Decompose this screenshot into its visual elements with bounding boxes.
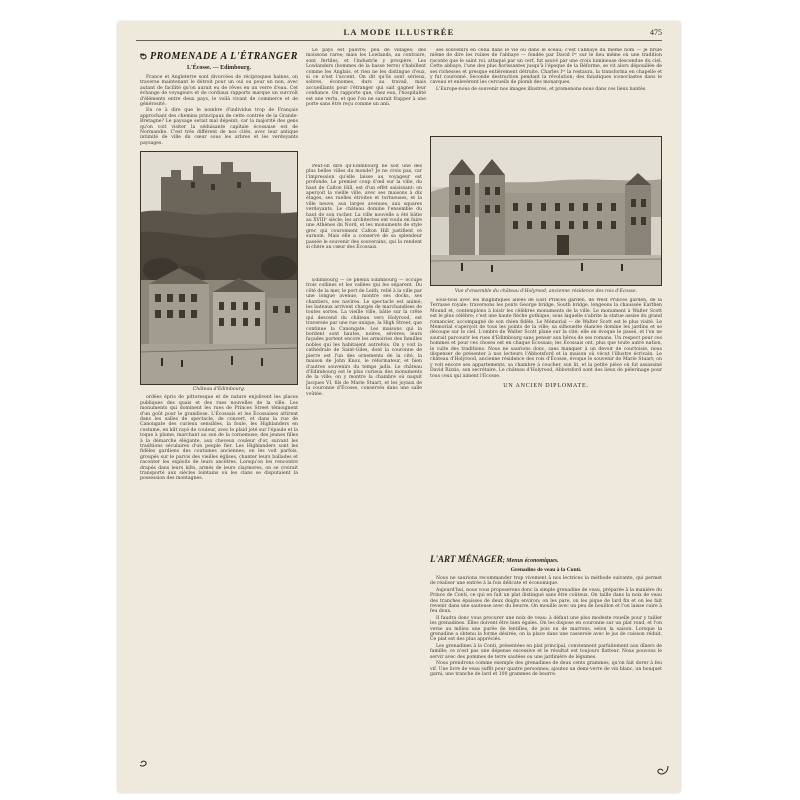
paragraph: Les grenadines à la Conti, présentées en plat principal, conviennent parfaitement aux dîners de famille; ce n'est pas une dépense excessive et le résultat est toujours flatteur. Nous pouvons le servir avec des pommes de terre sautées ou une jardinière de légumes. bbox=[430, 643, 662, 660]
article-col1-continued bbox=[140, 395, 298, 482]
article-title: PROMENADE A L'ÉTRANGER bbox=[150, 51, 298, 62]
newspaper-page bbox=[118, 22, 680, 792]
running-head: LA MODE ILLUSTRÉE bbox=[343, 27, 455, 37]
header-rule bbox=[136, 40, 662, 41]
recipe-title-tail: ; Menus économiques. bbox=[502, 558, 559, 564]
holyrood-illustration bbox=[431, 137, 662, 286]
paragraph: L'Europe-nous de souvenir nos images illustres, et promenons-nous dans ces lieux hantés. bbox=[436, 86, 647, 92]
paragraph: France et Angleterre sont divorcées de réciproques haines, on traverse maintenant le détroit pour un oui ou pour un non, avec autant de facilité qu'on aurait eu de rêves en un verre d'eau. Cet échange de voyageurs et de cordiaux rapports marque un surcroît d'éléments entre deux pays, le voilà vivant de commerce et de générosité. bbox=[140, 75, 298, 108]
column-right-middle bbox=[430, 298, 662, 548]
holyrood-palace-photo bbox=[430, 136, 662, 286]
scroll-ornament-icon bbox=[140, 756, 148, 770]
paragraph: ordées épris de pittoresque et de nature enjolivent les places publiques des quais et des rues nouvelles de la ville. Les monuments qui dominent les rues de Princes Street témoignent d'un goût pour le grandiose. L'Écossais et les Écossaises attirent dans les salles de spectacle, de concert, et dans la rue de Canongate des curieux sensibles, la foule, les Highlanders en costume, en kilt rayé de couleur, avec le plaid jeté sur l'épaule et la toque à plume, marchant au son de la cornemuse; des jeunes filles à la démarche élégante, aux cheveux couleur d'or, suivant les traditions séculaires d'un peuple fier. Les Highlanders sont les fidèles gardiens des coutumes anciennes; on les voit parfois, groupés sur le parvis des vieilles églises, chanter leurs ballades et raconter les exploits de leurs ancêtres. Lorsqu'on les rencontre drapés dans leurs kilts, armés de leurs claymores, on se croirait transporté aux siècles lointains où les clans se disputaient la possession des montagnes. bbox=[140, 395, 298, 482]
paragraph: ses souvenirs en celui dans le vie ou dans le sceau; c'est l'abbaye du même nom — je brûle même de dire les ruines de l'abbaye — fondée par David Iᵉʳ sur le lieu même où une tradition raconte que le saint roi, attaqué par un cerf, fut sauvé par une croix lumineuse descendue du ciel. Cette abbaye, l'une des plus florissantes jusqu'à l'époque de la Réforme, se vit alors dépouillée de ses richesses et presque entièrement détruite. Charles Iᵉʳ la restaura, la transforma en chapelle et y fut couronné. Seconde destruction pendant la révolution; des fanatiques iconoclastes dans le caveau et enlevèrent les cercueils de plomb des monarques. bbox=[430, 48, 662, 86]
holyrood-photo-caption: Vue d'ensemble du château d'Holyrood, ancienne résidence des rois d'Écosse. bbox=[454, 289, 638, 294]
recipe-section-title bbox=[430, 554, 662, 564]
paragraph: En ce à dire que le nombre d'individus trop de Français approchant des chemins principaux de cette contrée de la Grande-Bretagne? Le paysage serait mal dépeint; car la majorité des gens qu'on voit visiter la séduisante capitale écossaise est de Normandie. C'est très différent de nos cités, avec leur antique intimité de ville du cœur sous les arbres et les verdoyants paysages. bbox=[140, 108, 298, 146]
scroll-ornament-icon bbox=[656, 764, 670, 778]
edinburgh-castle-photo bbox=[140, 151, 298, 385]
paragraph: Il faudra donc vous procurer une noix de veau: à défaut une plus modeste rouelle pour y tailler les grenadines. Elles doivent être bien égales. On les dispose en couronne sur un plat rond, et l'on verse au milieu une purée de lentilles, de pois ou de marrons, selon la saison. Lorsque la grenadine a obtenu la forme désirée, on la place dans une casserole avec le jus de cuisson réduit. Ce plat est des plus appréciés. bbox=[430, 615, 662, 643]
scroll-ornament-icon bbox=[140, 50, 148, 64]
paragraph: Aujourd'hui, nous vous proposerons donc la simple grenadine de veau, préparée à la manière du Prince de Conti, ce qui en fait un plat distingué sans être coûteux. On taille dans la noix de veau des tranches épaisses de deux doigts environ; on les pare, on les pique de lard fin et on les fait revenir dans une sauteuse avec du beurre. On mouille avec un peu de bouillon et l'on laisse cuire à feu doux. bbox=[430, 587, 662, 615]
column-middle bbox=[306, 164, 422, 274]
recipe-section bbox=[430, 550, 662, 780]
paragraph: Le pays est pauvre; peu de villages; des moissons rares; mais les Lowlands, au contraire, sont fertiles, et l'industrie y prospère. Les Lowlanders (hommes de la basse terre) s'habillent comme les Anglais, et rien ne les distingue d'eux, si ce n'est l'accent. On dit qu'ils sont sérieux, sobres, économes, durs au travail, mais accueillants pour l'étranger qui sait gagner leur confiance. On rapporte que, chez eux, l'hospitalité est une vertu, et que l'on ne saurait frapper à une porte sans être reçu comme un ami. bbox=[306, 48, 426, 108]
page-number: 475 bbox=[650, 28, 662, 37]
article-intro bbox=[140, 75, 298, 146]
paragraph: Nous prendrons comme exemple des grenadines de deux cents grammes, qu'on fait dorer à feu vif. Une livre de veau suffit pour quatre personnes; ajoutez un demi-verre de vin blanc, un bouquet garni, une tranche de lard et 100 grammes de beurre. bbox=[430, 661, 662, 677]
column-left bbox=[140, 46, 298, 780]
paragraph: Peut-on dire qu'Edimbourg ne soit une des plus belles villes du monde? Je ne crois pas, car l'impression qu'elle laisse au voyageur est profonde. Le premier coup d'œil sur la ville, du haut de Calton Hill, est d'un effet saisissant: on aperçoit la vieille ville, avec ses maisons à dix étages, ses ruelles étroites et tortueuses, et la ville neuve, aux larges avenues, aux squares verdoyants. Le château domine l'ensemble du haut de son rocher. La ville nouvelle a été bâtie au XVIIIᵉ siècle; les architectes ont voulu en faire une Athènes du Nord, et les monuments de style grec qui couronnent Calton Hill justifient ce surnom. Mais elle a conservé de sa splendeur passée le souvenir des souverains, qui la rendent si chère au cœur des Écossais. bbox=[306, 164, 422, 251]
paragraph: Nous ne saurions recommander trop vivement à nos lectrices la méthode suivante, qui permet de réaliser une entrée à la fois délicate et économique. bbox=[430, 576, 662, 587]
article-signature: UN ANCIEN DIPLOMATE. bbox=[503, 383, 589, 390]
castle-illustration bbox=[141, 152, 298, 385]
recipe-title-main: L'ART MÉNAGER bbox=[430, 554, 503, 564]
paragraph: sous-bois avec les magnifiques allées de East Princes garden, de West Princes garden, de la Terrasse royale; traversons les ponts George bridge, South bridge, longeons la chaussée Earthen Mound et, contemplons à loisir les célèbres monuments de la ville. Le monument à Walter Scott est le plus célèbre; c'est une haute flèche gothique, sous laquelle s'abrite la statue assise du grand romancier, accompagné de son chien fidèle. Le Mémorial — de Walter Scott est le plus visité. Le Memorial s'aperçoit de tous les points de la ville; sa silhouette élancée domine les jardins et se découpe sur le ciel. L'ombre de Walter Scott plane sur la cité; elle en évoque le passé, et l'on ne saurait parcourir les rues d'Edimbourg sans penser aux héros de ses romans. Un respect pour ces hommes et pour ces choses est en chaque Écossais; les Écossais ont, plus que toute autre nation, le culte des traditions. Nous ne saurions donc, sans manquer à un devoir de courtoisie, nous dispenser de présenter à nos lecteurs l'Abbotsford et la maison où vécut l'illustre écrivain. Le château d'Holyrood, ancienne résidence des rois d'Écosse, évoque le souvenir de Marie Stuart; on y voit encore ses appartements, sa chambre à coucher, son lit, et la petite pièce où fut assassiné David Rizzio, son secrétaire. Le château d'Holyrood, Abbotsford sont des lieux de pèlerinage pour tous ceux qui aiment l'Écosse. bbox=[430, 298, 662, 379]
column-middle-lower bbox=[306, 278, 422, 778]
column-middle-top bbox=[306, 48, 426, 158]
article-subtitle: L'Écosse. — Edimbourg. bbox=[186, 65, 251, 71]
paragraph: Édimbourg — ce phénix Edimbourg — occupe trois collines et les vallées qui les séparent. Du côté de la mer, le port de Leith, relié à la ville par une longue avenue, montre ses docks, ses chantiers, ses navires. Le spectacle est animé; les bateaux arrivent chargés de marchandises de toutes sortes. La vieille ville, bâtie sur la crête qui descend du château vers Holyrood, est traversée par une rue unique, la High Street, que continue la Canongate. Les maisons qui la bordent sont hautes, noires, sévères; leurs façades portent encore les armoiries des familles nobles qui les habitaient autrefois. On y voit la cathédrale de Saint-Giles, dont la couronne de pierre est l'un des ornements de la cité, la maison de John Knox, le réformateur, et bien d'autres souvenirs du temps jadis. Le château d'Edimbourg est le plus curieux des monuments de la ville; on y montre la chambre où naquit Jacques VI, fils de Marie Stuart, et les joyaux de la couronne d'Écosse, conservés dans une salle voûtée. bbox=[306, 278, 422, 397]
castle-photo-caption: Château d'Edimbourg. bbox=[192, 387, 246, 393]
recipe-subtitle: Grenadins de veau à la Conti. bbox=[510, 567, 582, 573]
